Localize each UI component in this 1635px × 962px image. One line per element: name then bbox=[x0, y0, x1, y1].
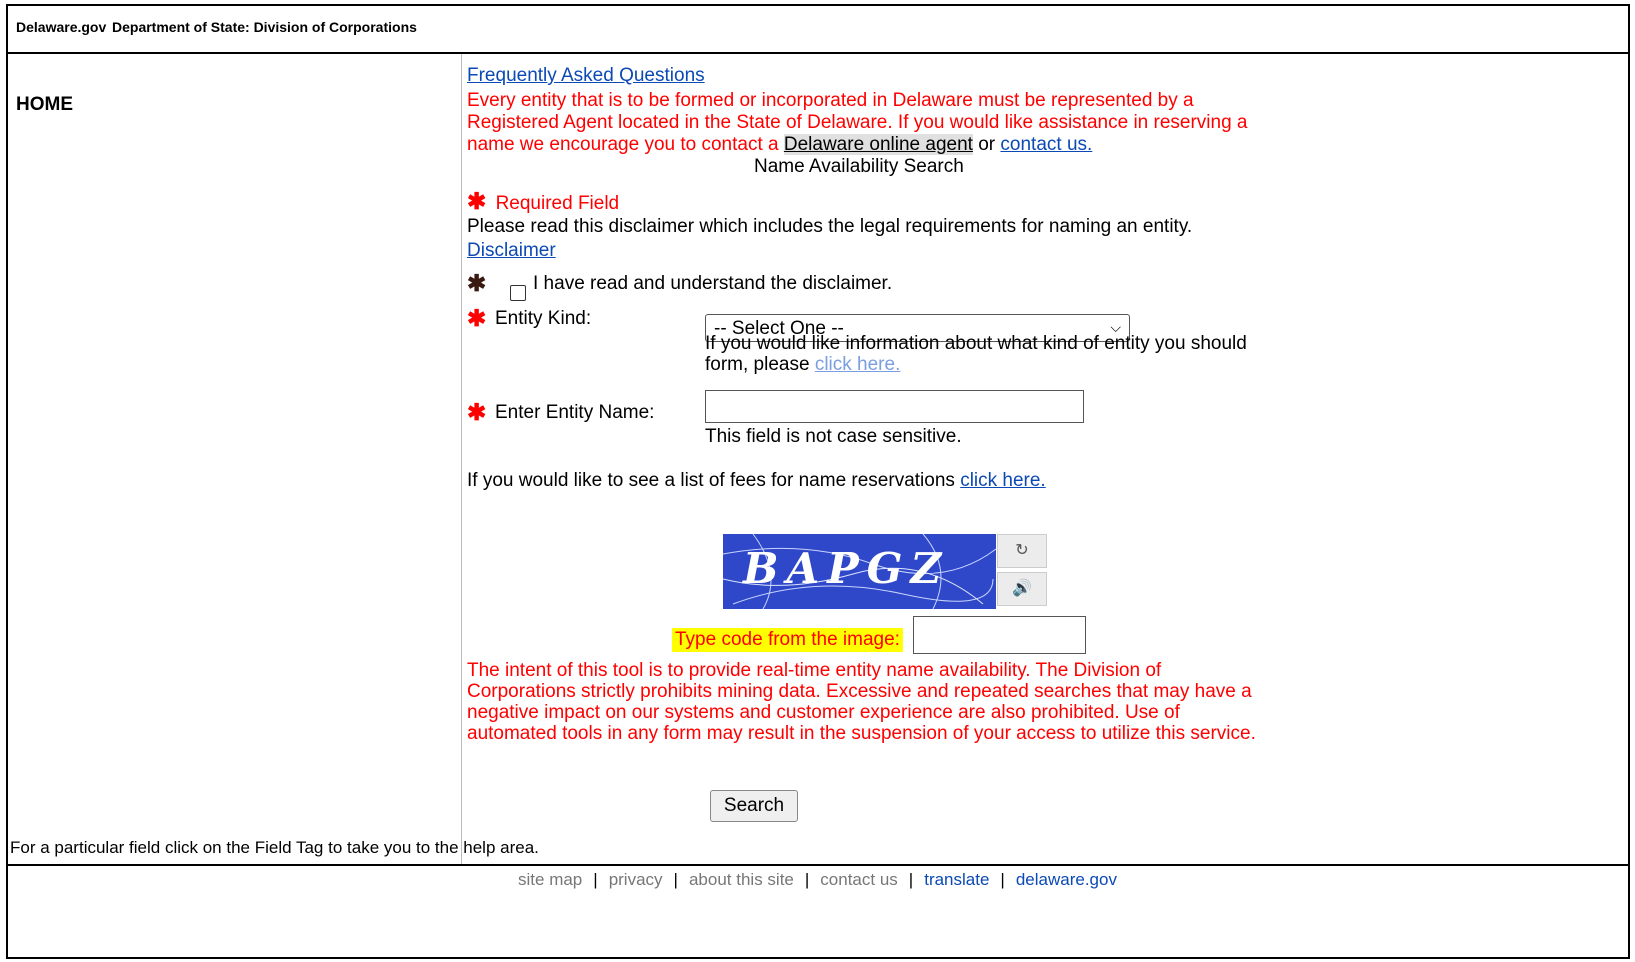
captcha-input[interactable] bbox=[913, 616, 1086, 654]
department-title: Department of State: Division of Corporations bbox=[112, 19, 417, 35]
brand-link[interactable]: Delaware.gov bbox=[16, 19, 107, 35]
disclaimer-checkbox-label: I have read and understand the disclaimer. bbox=[533, 273, 893, 294]
asterisk-icon: ✱ bbox=[467, 188, 487, 214]
entity-name-input[interactable] bbox=[705, 390, 1084, 423]
search-button[interactable]: Search bbox=[710, 790, 798, 822]
entity-name-label[interactable]: Enter Entity Name: bbox=[495, 402, 655, 423]
left-nav bbox=[8, 54, 462, 864]
home-link[interactable]: HOME bbox=[16, 94, 73, 115]
agent-notice-line: Registered Agent located in the State of Delaware. If you would like assistance in reserving a bbox=[467, 112, 1248, 133]
captcha-image bbox=[723, 534, 996, 609]
speaker-icon[interactable]: 🔊 bbox=[997, 572, 1047, 606]
online-agent-link[interactable]: Delaware online agent bbox=[783, 134, 973, 155]
asterisk-icon: ✱ bbox=[467, 305, 487, 331]
asterisk-icon: ✱ bbox=[467, 399, 487, 425]
agent-notice-line: name we encourage you to contact a Delaware online agent or contact us. bbox=[467, 134, 1093, 155]
footer-link-delaware-gov[interactable]: delaware.gov bbox=[1015, 870, 1117, 889]
captcha-code: BAPGZ bbox=[743, 544, 950, 593]
footer-note: For a particular field click on the Field Tag to take you to the help area. bbox=[10, 838, 539, 857]
search-form bbox=[467, 54, 1627, 864]
footer-links: site map | privacy | about this site | contact us | translate | delaware.gov bbox=[518, 870, 1117, 889]
header-bar bbox=[6, 4, 1630, 54]
page-title: Name Availability Search bbox=[754, 156, 964, 177]
main-area bbox=[6, 52, 1630, 866]
required-legend bbox=[467, 188, 619, 215]
faq-link[interactable]: Frequently Asked Questions bbox=[467, 65, 705, 86]
footer-link-privacy[interactable]: privacy bbox=[608, 870, 663, 889]
footer-link-about[interactable]: about this site bbox=[688, 870, 794, 889]
agent-notice-line: Every entity that is to be formed or incorporated in Delaware must be represented by a bbox=[467, 90, 1194, 111]
chevron-down-icon: ⌵ bbox=[1110, 319, 1121, 335]
entity-info: If you would like information about what kind of entity you should form, please click here. bbox=[705, 333, 1247, 375]
disclaimer-link[interactable]: Disclaimer bbox=[467, 240, 556, 261]
entity-kind-label[interactable]: Entity Kind: bbox=[495, 308, 592, 329]
footer-link-site-map[interactable]: site map bbox=[518, 870, 583, 889]
intent-notice: The intent of this tool is to provide real-time entity name availability. The Division of Corporations strictly prohibits mining data. Excessive and repeated searches that may have a negative impact on our systems and customer experience are also prohibited. Use of automated tools in any form may result in the suspension of your access to utilize this service. bbox=[467, 660, 1256, 744]
footer-link-translate[interactable]: translate bbox=[924, 870, 990, 889]
agent-notice bbox=[467, 90, 1617, 156]
case-note: This field is not case sensitive. bbox=[705, 426, 962, 447]
disclaimer-checkbox[interactable] bbox=[510, 285, 526, 301]
disclaimer-intro: Please read this disclaimer which includes the legal requirements for naming an entity. bbox=[467, 216, 1193, 237]
entity-info-link[interactable]: click here. bbox=[814, 354, 901, 375]
refresh-icon[interactable]: ↻ bbox=[997, 534, 1047, 568]
captcha-label: Type code from the image: bbox=[672, 628, 903, 652]
asterisk-icon: ✱ bbox=[467, 270, 487, 296]
contact-us-link[interactable]: contact us. bbox=[1000, 134, 1093, 155]
footer-link-contact[interactable]: contact us bbox=[820, 870, 898, 889]
entity-kind-select[interactable]: -- Select One -- ⌵ bbox=[705, 314, 1130, 342]
required-legend-label: Required Field bbox=[495, 193, 620, 214]
fees-info: If you would like to see a list of fees for name reservations click here. bbox=[467, 470, 1046, 491]
fees-link[interactable]: click here. bbox=[960, 470, 1046, 491]
